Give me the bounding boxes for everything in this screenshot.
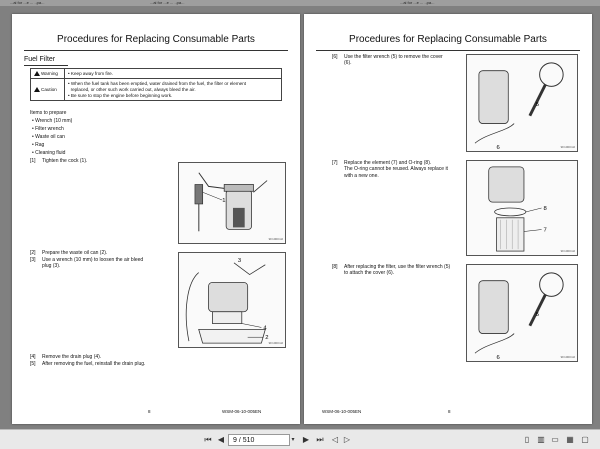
svg-text:6: 6 xyxy=(496,355,500,361)
title-rule xyxy=(316,50,580,51)
step-4: [4] Remove the drain plug (4). xyxy=(30,354,102,360)
svg-text:5: 5 xyxy=(535,101,539,108)
fit-page-icon[interactable]: ▢ xyxy=(581,435,589,444)
fuel-cock-illustration xyxy=(179,163,285,243)
svg-text:8: 8 xyxy=(543,205,547,212)
doc-code: WSM-06-10-005EN xyxy=(322,409,362,414)
step-3: [3] Use a wrench (10 mm) to loosen the air bleed plug (3). xyxy=(30,257,144,270)
doc-code: WSM-06-10-005EN xyxy=(222,409,262,414)
step-2: [2] Prepare the waste oil can (2). xyxy=(30,250,108,256)
document-viewer[interactable] xyxy=(0,6,600,429)
page-right xyxy=(304,14,592,424)
section-rule xyxy=(24,65,68,66)
element-illustration xyxy=(467,161,577,255)
step-7: [7] Replace the element (7) and O-ring (8). The O-ring cannot be reused. Always replace it with a new one. xyxy=(332,160,448,179)
list-item: • Waste oil can xyxy=(32,134,65,140)
previous-page-icon[interactable]: ◀ xyxy=(217,435,225,444)
section-title: Fuel Filter xyxy=(24,56,56,63)
warning-cell xyxy=(31,69,65,79)
title-rule xyxy=(24,50,288,51)
last-page-icon[interactable]: ⏭ xyxy=(316,435,324,444)
first-page-icon[interactable]: ⏮ xyxy=(204,435,212,444)
svg-text:1: 1 xyxy=(222,198,226,205)
step-1: [1] Tighten the cock (1). xyxy=(30,158,88,164)
back-icon[interactable]: ◁ xyxy=(331,435,339,444)
grid-icon[interactable]: ▦ xyxy=(566,435,574,444)
figure-code: 9F1000m0 xyxy=(560,249,575,253)
svg-text:2: 2 xyxy=(265,335,269,342)
caution-icon xyxy=(34,87,40,92)
tab-1[interactable]: ...ai for ...e ... ..pa... xyxy=(10,0,45,5)
figure-code: 9F1000m0 xyxy=(560,355,575,359)
safety-notes xyxy=(30,68,282,101)
svg-text:4: 4 xyxy=(263,325,267,332)
figure-drain xyxy=(178,252,286,348)
step-6: [6] Use the filter wrench (5) to remove the cover (6). xyxy=(332,54,443,67)
items-heading: Items to prepare xyxy=(30,110,67,116)
warning-icon xyxy=(34,71,40,76)
step-8: [8] After replacing the filter, use the filter wrench (5) to attach the cover (6). xyxy=(332,264,451,277)
figure-code: 9F1000m0 xyxy=(268,237,283,241)
svg-text:6: 6 xyxy=(496,145,500,151)
page-number: 8 xyxy=(448,409,451,414)
forward-icon[interactable]: ▷ xyxy=(343,435,351,444)
step-5: [5] After removing the fuel, reinstall the drain plug. xyxy=(30,361,146,367)
svg-text:3: 3 xyxy=(237,257,242,264)
figure-element xyxy=(466,160,578,256)
single-page-icon[interactable]: ▯ xyxy=(524,435,530,444)
page-title: Procedures for Replacing Consumable Parts xyxy=(349,34,547,45)
tab-2[interactable]: ...ai for ...e ... ..pa... xyxy=(150,0,185,5)
caution-label: Caution xyxy=(41,86,57,92)
figure-code: 9F1000m0 xyxy=(268,341,283,345)
drain-illustration xyxy=(179,253,285,347)
warning-text: • Keep away from fire. xyxy=(65,69,282,79)
list-item: • Cleaning fluid xyxy=(32,150,66,156)
svg-text:7: 7 xyxy=(543,227,547,234)
page-left xyxy=(12,14,300,424)
caution-text: • When the fuel tank has been emptied, water drained from the fuel, the filter or element replaced, or other such work carried out, always bleed the air. • Be sure to stop the engine before beginning work. xyxy=(65,79,282,101)
warning-label: Warning xyxy=(41,70,58,76)
list-item: • Rag xyxy=(32,142,45,148)
filter-wrench-illustration xyxy=(467,265,577,361)
tab-3[interactable]: ...ai for ...e ... ..pa... xyxy=(400,0,435,5)
next-page-icon[interactable]: ▶ xyxy=(302,435,310,444)
caution-cell xyxy=(31,79,65,101)
svg-text:5: 5 xyxy=(535,311,539,318)
figure-remove-cover xyxy=(466,54,578,152)
figure-code: 9F1000m0 xyxy=(560,145,575,149)
page-number: 8 xyxy=(148,409,151,414)
viewer-toolbar xyxy=(0,429,600,449)
list-item: • Wrench (10 mm) xyxy=(32,118,73,124)
page-dropdown-icon[interactable]: ▾ xyxy=(291,437,295,443)
continuous-page-icon[interactable]: ▥ xyxy=(537,435,545,444)
filter-wrench-illustration xyxy=(467,55,577,151)
figure-fuel-cock xyxy=(178,162,286,244)
page-number-input[interactable] xyxy=(228,434,290,446)
page-title: Procedures for Replacing Consumable Parts xyxy=(57,34,255,45)
figure-attach-cover xyxy=(466,264,578,362)
two-page-icon[interactable]: ▭ xyxy=(551,435,559,444)
list-item: • Filter wrench xyxy=(32,126,64,132)
